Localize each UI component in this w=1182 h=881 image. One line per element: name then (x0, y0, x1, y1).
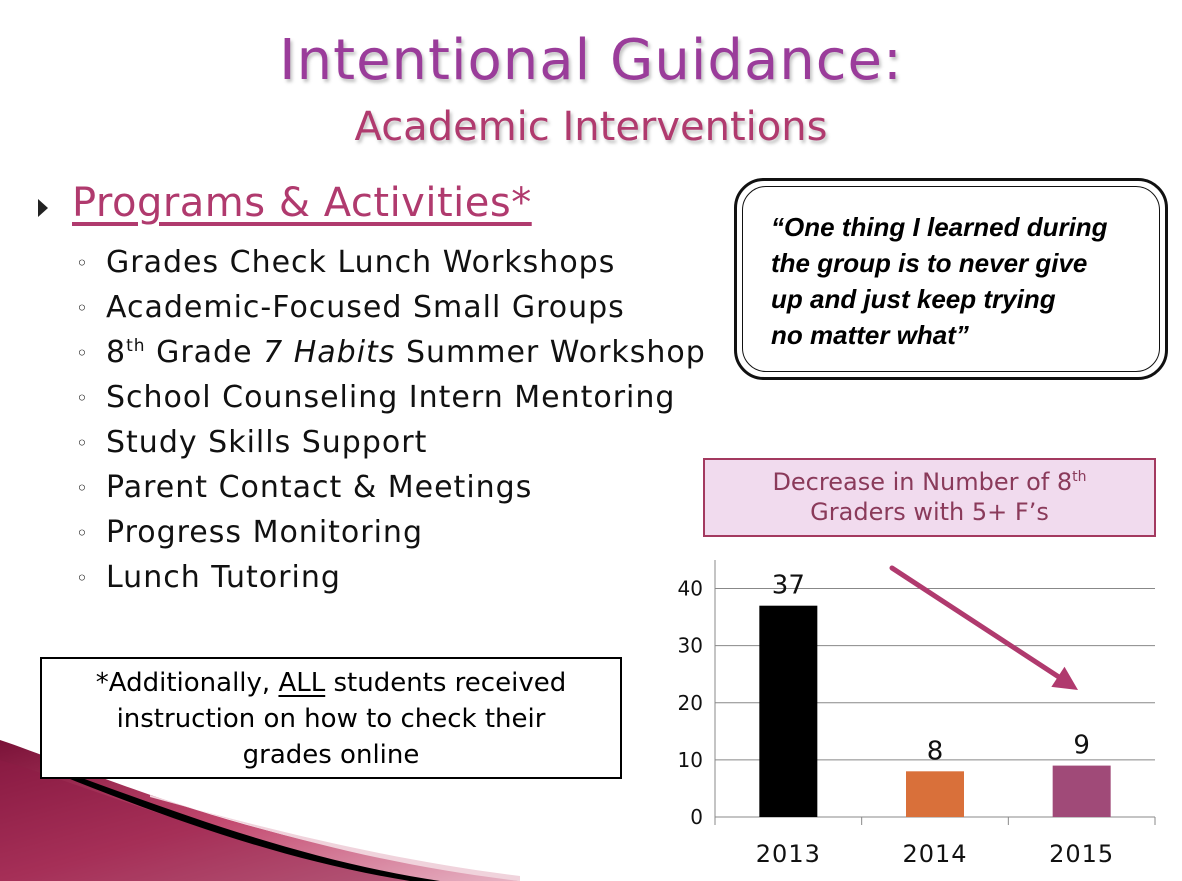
list-item-text-part: Grade (145, 335, 264, 370)
data-label: 9 (1073, 730, 1090, 761)
x-tick-label: 2015 (1049, 840, 1115, 868)
slide-subtitle: Academic Interventions (354, 104, 828, 150)
footnote-box (40, 657, 622, 779)
y-tick-label: 20 (677, 690, 703, 715)
chart-title-line: Graders with 5+ F’s (810, 498, 1049, 526)
slide-title: Intentional Guidance: (279, 28, 903, 93)
bullet-circle-icon: ◦ (76, 340, 89, 365)
quote-box (734, 178, 1168, 380)
section-heading: Programs & Activities* (72, 180, 532, 226)
ordinal-suffix: th (1072, 469, 1087, 485)
trend-arrow-line (892, 568, 1068, 683)
list-item-label: Grades Check Lunch Workshops (106, 245, 616, 280)
footnote-line: grades online (242, 740, 420, 770)
bullet-circle-icon: ◦ (76, 295, 89, 320)
bullet-circle-icon: ◦ (76, 250, 89, 275)
bullet-circle-icon: ◦ (76, 520, 89, 545)
footnote-emphasis: ALL (278, 668, 326, 698)
list-item-label (106, 335, 706, 370)
bullet-circle-icon: ◦ (76, 430, 89, 455)
footnote-line: instruction on how to check their (116, 704, 546, 734)
data-label: 37 (771, 570, 805, 601)
list-item (76, 510, 706, 555)
list-item-label: Lunch Tutoring (106, 560, 341, 595)
list-item-label: School Counseling Intern Mentoring (106, 380, 676, 415)
list-item (76, 555, 706, 600)
bar (1053, 766, 1111, 817)
list-item (76, 285, 706, 330)
program-list (76, 240, 706, 600)
ordinal-suffix: th (126, 336, 146, 356)
x-tick-label: 2014 (902, 840, 968, 868)
list-item (76, 330, 706, 375)
student-quote (771, 209, 1166, 353)
chart-title-line (705, 467, 1154, 497)
chart-title (703, 458, 1156, 537)
bullet-circle-icon: ◦ (76, 565, 89, 590)
list-item-label: Academic-Focused Small Groups (106, 290, 625, 325)
footnote-line (42, 665, 620, 701)
list-item-text-part: Summer Workshop (395, 335, 706, 370)
y-tick-label: 40 (677, 576, 703, 601)
x-tick-label: 2013 (755, 840, 821, 868)
italic-title: 7 Habits (263, 335, 396, 370)
footnote-text: *Additionally, (95, 668, 279, 698)
chart-title-text: Decrease in Number of 8 (772, 468, 1073, 496)
list-item-label: Progress Monitoring (106, 515, 423, 550)
bar-chart (640, 540, 1180, 881)
bar (906, 771, 964, 817)
y-tick-label: 0 (690, 805, 703, 829)
quote-line: “One thing I learned during (771, 212, 1108, 242)
list-item-label: Parent Contact & Meetings (106, 470, 533, 505)
y-tick-label: 30 (677, 633, 703, 658)
footnote-text: students received (325, 668, 567, 698)
bullet-circle-icon: ◦ (76, 475, 89, 500)
list-item (76, 375, 706, 420)
bullet-arrow-icon (38, 199, 48, 217)
list-item (76, 465, 706, 510)
bullet-circle-icon: ◦ (76, 385, 89, 410)
data-label: 8 (926, 736, 944, 767)
list-item-label: Study Skills Support (106, 425, 428, 460)
list-item (76, 240, 706, 285)
quote-line: no matter what” (771, 320, 969, 350)
trend-arrow-head-icon (1051, 667, 1078, 690)
bar (759, 606, 817, 817)
quote-line: the group is to never give (771, 248, 1088, 278)
list-item-text-part: 8 (106, 335, 127, 370)
quote-line: up and just keep trying (771, 284, 1056, 314)
y-tick-label: 10 (677, 747, 703, 772)
list-item (76, 420, 706, 465)
